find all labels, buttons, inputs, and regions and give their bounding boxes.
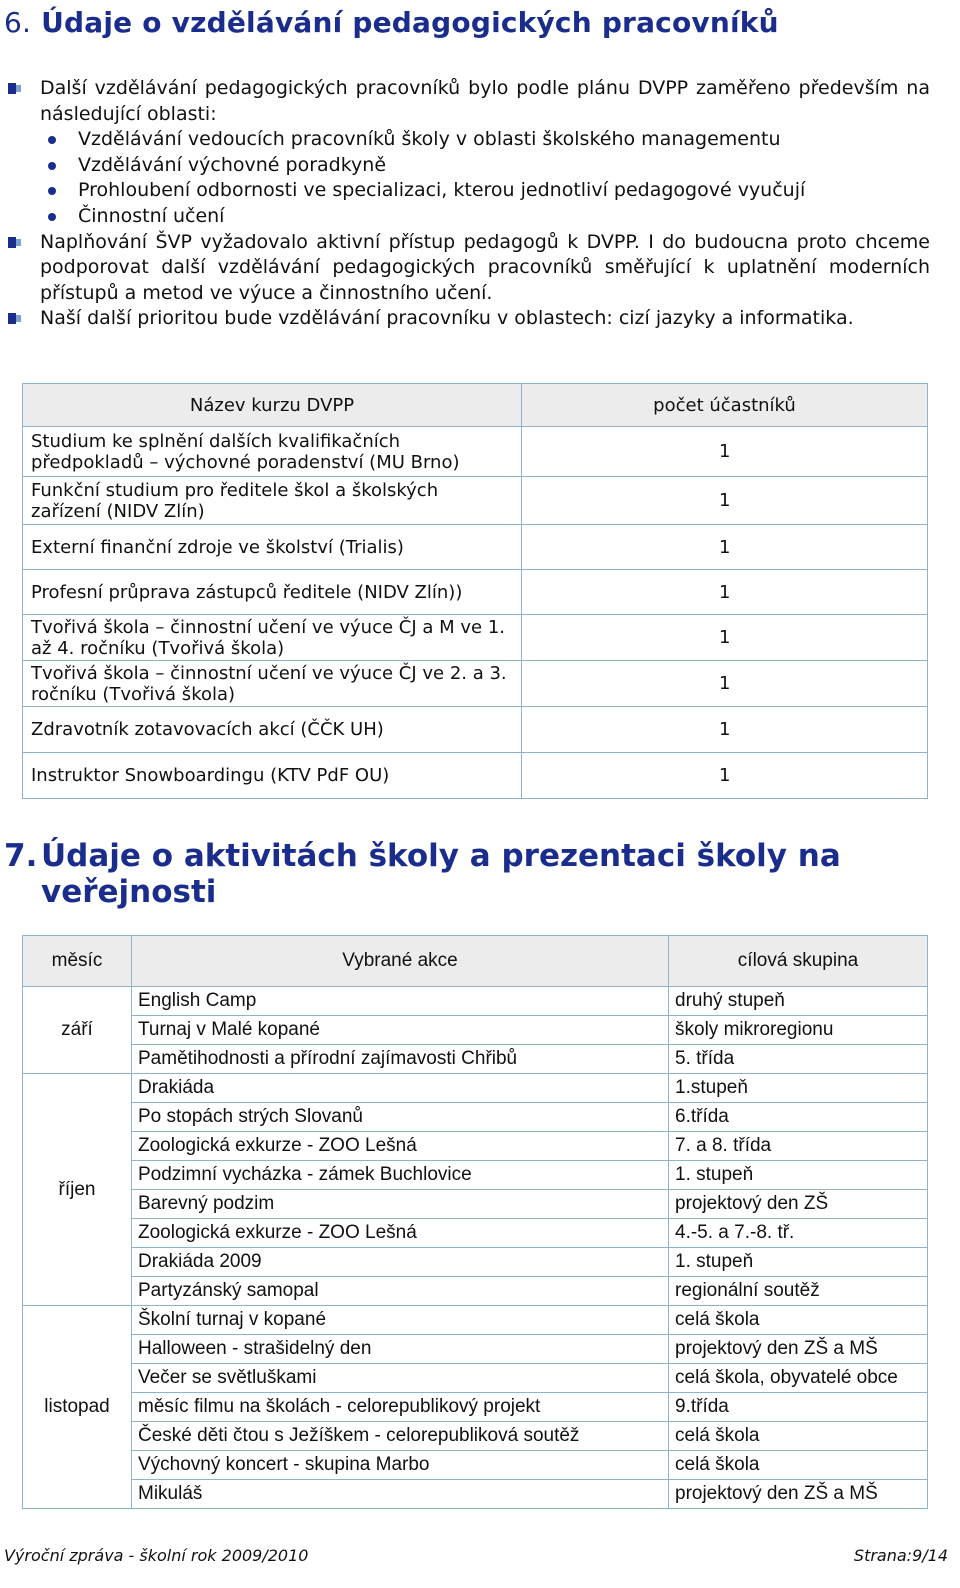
- course-name: Zdravotník zotavovacích akcí (ČČK UH): [23, 707, 522, 753]
- list-item-text: Vzdělávání výchovné poradkyně: [78, 153, 387, 176]
- table-row: [23, 1103, 928, 1132]
- list-item-text: Prohloubení odbornosti ve specializaci, kterou jednotliví pedagogové vyučují: [78, 179, 806, 202]
- action-cell: Turnaj v Malé kopané: [132, 1016, 669, 1045]
- table-row: [23, 427, 928, 477]
- intro-text: [4, 76, 930, 332]
- table-row: [23, 1364, 928, 1393]
- section-number: 7.: [4, 838, 38, 874]
- column-header-count: počet účastníků: [522, 384, 928, 427]
- table-row: [23, 1422, 928, 1451]
- participant-count: 1: [522, 661, 928, 707]
- paragraph-text: Další vzdělávání pedagogických pracovníků bylo podle plánu DVPP zaměřeno především na následující oblasti:: [40, 77, 930, 125]
- action-cell: Barevný podzim: [132, 1190, 669, 1219]
- course-name: Profesní průprava zástupců ředitele (NIDV Zlín)): [23, 570, 522, 615]
- table-row: [23, 1480, 928, 1509]
- section-title: Údaje o vzdělávání pedagogických pracovníků: [41, 6, 779, 39]
- table-row: [23, 1016, 928, 1045]
- participant-count: 1: [522, 707, 928, 753]
- paragraph: [4, 306, 930, 332]
- target-cell: regionální soutěž: [669, 1277, 928, 1306]
- target-cell: druhý stupeň: [669, 987, 928, 1016]
- table-row: [23, 753, 928, 799]
- month-cell: listopad: [23, 1306, 132, 1509]
- course-name: Externí finanční zdroje ve školství (Trialis): [23, 525, 522, 570]
- page-footer: [4, 1546, 948, 1565]
- month-cell: říjen: [23, 1074, 132, 1306]
- target-cell: projektový den ZŠ a MŠ: [669, 1335, 928, 1364]
- participant-count: 1: [522, 525, 928, 570]
- list-item-text: Vzdělávání vedoucích pracovníků školy v oblasti školského managementu: [78, 128, 781, 151]
- table-row: [23, 1393, 928, 1422]
- square-bullet-icon: [8, 313, 21, 324]
- table-row: [23, 477, 928, 525]
- action-cell: Partyzánský samopal: [132, 1277, 669, 1306]
- table-row: [23, 615, 928, 661]
- action-cell: Halloween - strašidelný den: [132, 1335, 669, 1364]
- list-item: [4, 204, 930, 230]
- table-row: [23, 1045, 928, 1074]
- table-row: [23, 1277, 928, 1306]
- target-cell: 9.třída: [669, 1393, 928, 1422]
- action-cell: Drakiáda: [132, 1074, 669, 1103]
- paragraph: [4, 76, 930, 127]
- course-name: Studium ke splnění dalších kvalifikačních předpokladů – výchovné poradenství (MU Brno): [23, 427, 522, 477]
- target-cell: školy mikroregionu: [669, 1016, 928, 1045]
- table-row: [23, 1132, 928, 1161]
- target-cell: 1. stupeň: [669, 1248, 928, 1277]
- action-cell: Zoologická exkurze - ZOO Lešná: [132, 1219, 669, 1248]
- column-header-target: cílová skupina: [669, 936, 928, 987]
- action-cell: Večer se světluškami: [132, 1364, 669, 1393]
- table-row: [23, 525, 928, 570]
- target-cell: celá škola, obyvatelé obce: [669, 1364, 928, 1393]
- table-row: [23, 661, 928, 707]
- month-cell: září: [23, 987, 132, 1074]
- table-row: [23, 707, 928, 753]
- section-title-line1: Údaje o aktivitách školy a prezentaci školy na: [41, 838, 841, 874]
- participant-count: 1: [522, 477, 928, 525]
- target-cell: 5. třída: [669, 1045, 928, 1074]
- table-row: [23, 987, 928, 1016]
- target-cell: 4.-5. a 7.-8. tř.: [669, 1219, 928, 1248]
- section-number: 6.: [4, 6, 32, 39]
- table-row: [23, 1306, 928, 1335]
- column-header-actions: Vybrané akce: [132, 936, 669, 987]
- table-row: [23, 1161, 928, 1190]
- target-cell: projektový den ZŠ: [669, 1190, 928, 1219]
- action-cell: English Camp: [132, 987, 669, 1016]
- course-name: Tvořivá škola – činnostní učení ve výuce ČJ a M ve 1. až 4. ročníku (Tvořivá škola): [23, 615, 522, 661]
- action-cell: Výchovný koncert - skupina Marbo: [132, 1451, 669, 1480]
- course-name: Instruktor Snowboardingu (KTV PdF OU): [23, 753, 522, 799]
- table-row: [23, 1219, 928, 1248]
- column-header-month: měsíc: [23, 936, 132, 987]
- course-name: Tvořivá škola – činnostní učení ve výuce ČJ ve 2. a 3. ročníku (Tvořivá škola): [23, 661, 522, 707]
- target-cell: 6.třída: [669, 1103, 928, 1132]
- list-item: [4, 127, 930, 153]
- target-cell: celá škola: [669, 1306, 928, 1335]
- paragraph-text: Naší další prioritou bude vzdělávání pracovníku v oblastech: cizí jazyky a informatika.: [40, 307, 854, 330]
- participant-count: 1: [522, 615, 928, 661]
- section-7-heading: [4, 838, 904, 910]
- square-bullet-icon: [8, 237, 21, 248]
- course-name: Funkční studium pro ředitele škol a školských zařízení (NIDV Zlín): [23, 477, 522, 525]
- action-cell: České děti čtou s Ježíškem - celorepubliková soutěž: [132, 1422, 669, 1451]
- table-row: [23, 1451, 928, 1480]
- section-title-line2: veřejnosti: [41, 874, 217, 910]
- table-row: [23, 1335, 928, 1364]
- column-header-course: Název kurzu DVPP: [23, 384, 522, 427]
- table-header-row: [23, 384, 928, 427]
- action-cell: Zoologická exkurze - ZOO Lešná: [132, 1132, 669, 1161]
- dot-bullet-icon: [48, 213, 56, 221]
- dot-bullet-icon: [48, 187, 56, 195]
- dot-bullet-icon: [48, 136, 56, 144]
- paragraph-text: Naplňování ŠVP vyžadovalo aktivní přístup pedagogů k DVPP. I do budoucna proto chceme podporovat další vzdělávání pedagogických pracovníků směřující k uplatnění moderních přístupů a metod ve výuce a činnostního učení.: [40, 230, 930, 304]
- participant-count: 1: [522, 570, 928, 615]
- page-number: Strana:9/14: [853, 1546, 948, 1565]
- target-cell: 1. stupeň: [669, 1161, 928, 1190]
- action-cell: Pamětihodnosti a přírodní zajímavosti Chřibů: [132, 1045, 669, 1074]
- list-item-text: Činnostní učení: [78, 204, 225, 227]
- action-cell: měsíc filmu na školách - celorepublikový projekt: [132, 1393, 669, 1422]
- target-cell: 7. a 8. třída: [669, 1132, 928, 1161]
- paragraph: [4, 230, 930, 307]
- action-cell: Mikuláš: [132, 1480, 669, 1509]
- list-item: [4, 178, 930, 204]
- participant-count: 1: [522, 753, 928, 799]
- square-bullet-icon: [8, 83, 21, 94]
- action-cell: Školní turnaj v kopané: [132, 1306, 669, 1335]
- target-cell: 1.stupeň: [669, 1074, 928, 1103]
- footer-report-title: Výroční zpráva - školní rok 2009/2010: [4, 1546, 309, 1565]
- table-row: [23, 1248, 928, 1277]
- dot-bullet-icon: [48, 162, 56, 170]
- participant-count: 1: [522, 427, 928, 477]
- dvpp-courses-table: [22, 383, 928, 799]
- section-6-heading: [4, 6, 779, 39]
- target-cell: projektový den ZŠ a MŠ: [669, 1480, 928, 1509]
- school-activities-table: [22, 935, 928, 1509]
- action-cell: Drakiáda 2009: [132, 1248, 669, 1277]
- table-row: [23, 1074, 928, 1103]
- table-header-row: [23, 936, 928, 987]
- action-cell: Podzimní vycházka - zámek Buchlovice: [132, 1161, 669, 1190]
- action-cell: Po stopách strých Slovanů: [132, 1103, 669, 1132]
- target-cell: celá škola: [669, 1451, 928, 1480]
- table-row: [23, 1190, 928, 1219]
- list-item: [4, 153, 930, 179]
- target-cell: celá škola: [669, 1422, 928, 1451]
- table-row: [23, 570, 928, 615]
